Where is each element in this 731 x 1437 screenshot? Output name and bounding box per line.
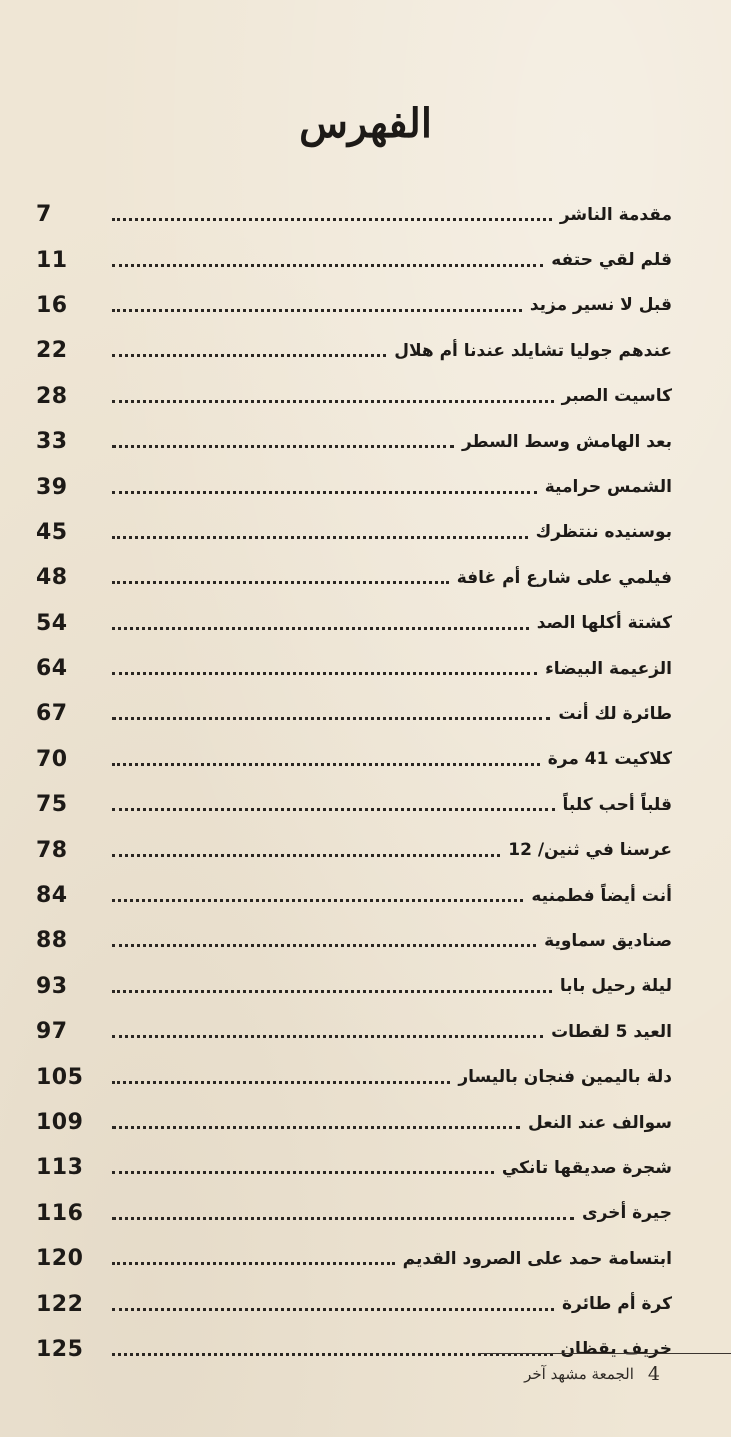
dot-leader (112, 1081, 450, 1084)
toc-entry (36, 464, 672, 509)
toc-entry-title: خريف يقظان (560, 1339, 672, 1360)
toc-entry (36, 601, 672, 646)
toc-page-number: 113 (36, 1155, 84, 1181)
dot-leader (112, 854, 500, 857)
dot-leader (112, 445, 454, 448)
dot-leader (112, 581, 449, 584)
dot-leader (112, 990, 552, 993)
toc-page-number: 39 (36, 474, 68, 500)
toc-entry (36, 237, 672, 282)
dot-leader (112, 491, 537, 494)
footer-book-title: الجمعة مشهد آخر (524, 1365, 634, 1383)
dot-leader (112, 944, 536, 947)
toc-entry-title: قلباً أحب كلباً (562, 794, 672, 815)
toc-entry-title: العيد 5 لقطات (551, 1021, 672, 1042)
toc-page-number: 22 (36, 338, 68, 364)
toc-entry (36, 782, 672, 827)
toc-entry (36, 283, 672, 328)
dot-leader (112, 717, 550, 720)
toc-entry-title: كرة أم طائرة (561, 1294, 672, 1315)
toc-entry (36, 691, 672, 736)
toc-page-number: 11 (36, 247, 68, 273)
toc-page-number: 116 (36, 1200, 84, 1226)
toc-page-number: 109 (36, 1110, 84, 1135)
toc-entry (36, 918, 672, 963)
dot-leader (112, 218, 552, 221)
toc-entry (36, 1236, 672, 1281)
toc-entry (36, 419, 672, 464)
dot-leader (112, 1262, 395, 1265)
dot-leader (112, 264, 543, 267)
toc-entry (36, 1191, 672, 1236)
toc-page-number: 45 (36, 519, 68, 545)
toc-page-number: 122 (36, 1291, 84, 1317)
toc-page-number: 78 (36, 837, 68, 863)
toc-page-number: 67 (36, 701, 68, 727)
toc-entry-title: الشمس حرامية (544, 477, 672, 498)
dot-leader (112, 1217, 574, 1220)
toc-entry (36, 646, 672, 691)
dot-leader (112, 1126, 520, 1129)
dot-leader (112, 627, 529, 630)
toc-page-number: 16 (36, 292, 68, 318)
toc-page-number: 97 (36, 1019, 68, 1045)
toc-entry-title: قلم لقي حتفه (551, 250, 672, 271)
toc-entry-title: دلة باليمين فنجان باليسار (458, 1067, 672, 1088)
toc-entry-title: ليلة رحيل بابا (559, 976, 672, 997)
toc-entry-title: طائرة لك أنت (558, 703, 672, 724)
dot-leader (112, 899, 523, 902)
page-footer (470, 1363, 660, 1385)
toc-entry (36, 1009, 672, 1054)
toc-entry-title: عندهم جوليا تشايلد عندنا أم هلال (394, 340, 672, 361)
toc-entry-title: ابتسامة حمد على الصرود القديم (402, 1248, 672, 1269)
dot-leader (112, 808, 555, 811)
toc-page-number: 28 (36, 383, 68, 409)
dot-leader (112, 1308, 554, 1311)
toc-entry (36, 1281, 672, 1326)
toc-entry (36, 873, 672, 918)
toc-page-number: 64 (36, 656, 68, 682)
toc-entry-title: جيرة أخرى (582, 1203, 672, 1224)
toc-page-number: 7 (36, 202, 52, 228)
toc-entry (36, 328, 672, 373)
dot-leader (112, 309, 522, 312)
toc-page-number: 105 (36, 1064, 84, 1090)
toc-entry-title: كاسيت الصبر (561, 386, 672, 407)
toc-page-number: 70 (36, 746, 68, 772)
toc-entry (36, 827, 672, 872)
toc-entry-title: الزعيمة البيضاء (545, 658, 672, 679)
dot-leader (112, 763, 540, 766)
toc-entry-title: شجرة صديقها تانكي (501, 1157, 672, 1178)
toc-entry (36, 964, 672, 1009)
toc-page-number: 93 (36, 973, 68, 999)
toc-entry-title: فيلمي على شارع أم غافة (456, 567, 672, 588)
toc-entry-title: أنت أيضاً فطمنيه (531, 885, 672, 906)
page-title: الفهرس (299, 100, 432, 147)
toc-page-number: 125 (36, 1336, 84, 1362)
toc-entry (36, 737, 672, 782)
dot-leader (112, 354, 386, 357)
toc-page-number: 48 (36, 565, 68, 591)
footer-page-number: 4 (647, 1363, 660, 1385)
toc-entry-title: مقدمة الناشر (559, 204, 672, 225)
toc-entry (36, 192, 672, 237)
toc-entry (36, 1100, 672, 1145)
dot-leader (112, 672, 537, 675)
toc-entry-title: كشتة أكلها الصد (536, 613, 672, 634)
toc-page-number: 33 (36, 429, 68, 455)
toc-page-number: 54 (36, 610, 68, 636)
toc-entry (36, 1145, 672, 1190)
toc-entry-title: سوالف عند النعل (528, 1112, 672, 1133)
toc-entry (36, 555, 672, 600)
toc-entry-title: قبل لا نسير مزيد (529, 295, 672, 316)
toc-entry (36, 510, 672, 555)
toc-page-number: 88 (36, 928, 68, 954)
toc-entry-title: كلاكيت 41 مرة (547, 749, 672, 770)
toc-page-number: 120 (36, 1246, 84, 1272)
dot-leader (112, 1035, 543, 1038)
toc-page-number: 75 (36, 792, 68, 818)
table-of-contents (36, 192, 672, 1372)
toc-entry-title: عرسنا في ثنين/ 12 (508, 840, 672, 861)
toc-entry-title: صناديق سماوية (544, 930, 672, 951)
toc-entry-title: بوسنيده ننتظرك (535, 522, 672, 543)
toc-entry (36, 374, 672, 419)
toc-entry-title: بعد الهامش وسط السطر (461, 431, 672, 452)
toc-page-number: 84 (36, 883, 68, 909)
toc-entry (36, 1054, 672, 1099)
dot-leader (112, 400, 554, 403)
dot-leader (112, 536, 528, 539)
dot-leader (112, 1171, 494, 1174)
footer-divider (478, 1353, 731, 1354)
